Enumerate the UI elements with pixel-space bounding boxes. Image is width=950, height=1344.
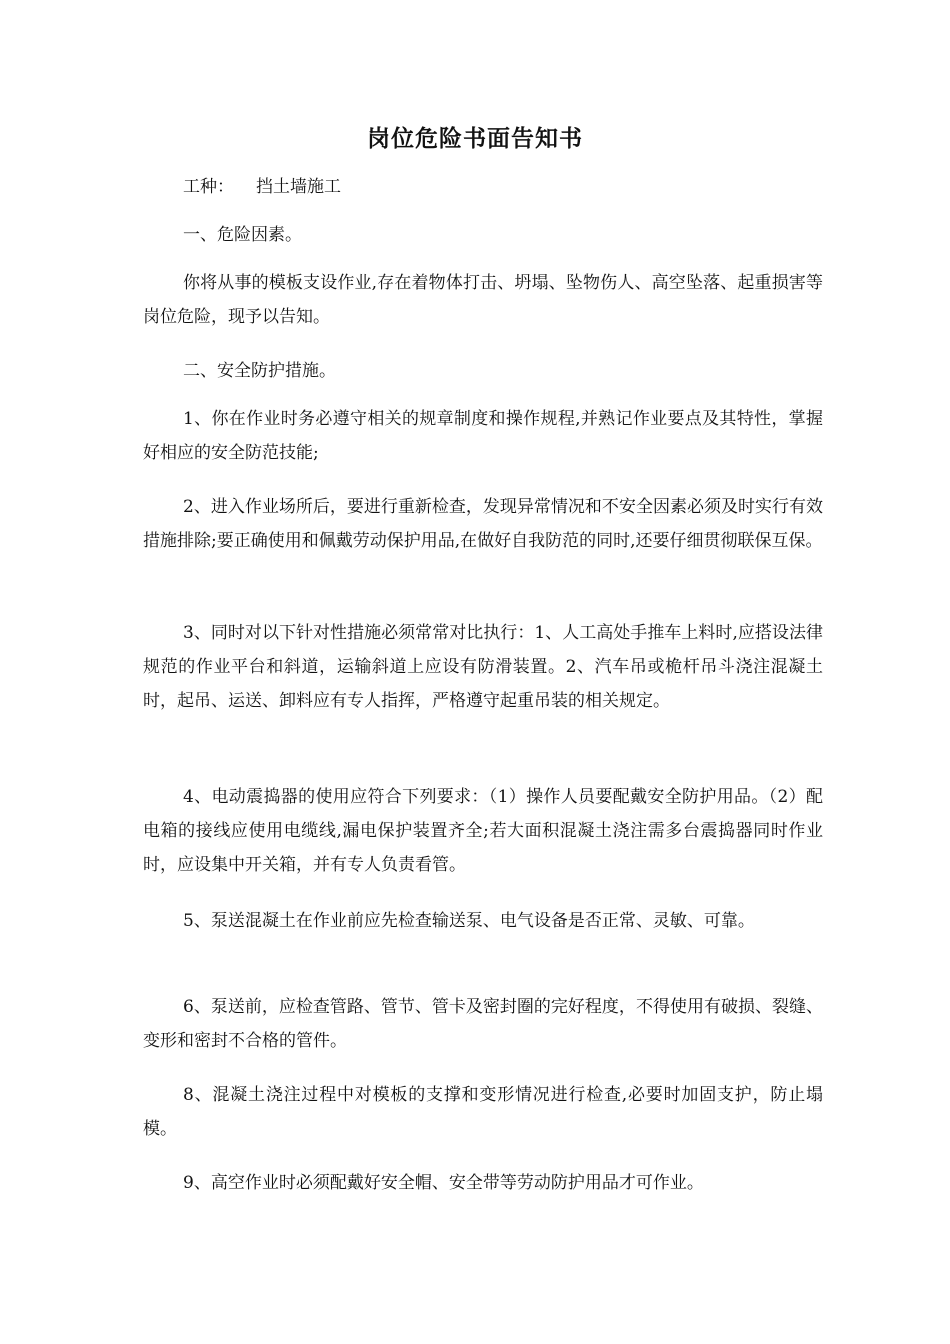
measure-item-2: 2、进入作业场所后，要进行重新检查，发现异常情况和不安全因素必须及时实行有效措施排除;要正确使用和佩戴劳动保护用品,在做好自我防范的同时,还要仔细贯彻联保互保。 bbox=[143, 497, 823, 551]
document-title: 岗位危险书面告知书 bbox=[367, 126, 583, 152]
section-measures-heading: 二、安全防护措施。 bbox=[183, 361, 336, 381]
measure-item-8: 8、混凝土浇注过程中对模板的支撑和变形情况进行检查,必要时加固支护，防止塌模。 bbox=[143, 1085, 823, 1139]
hazards-paragraph: 你将从事的模板支设作业,存在着物体打击、坍塌、坠物伤人、高空坠落、起重损害等岗位危险，现予以告知。 bbox=[143, 273, 823, 327]
work-type-value: 挡土墙施工 bbox=[256, 177, 341, 197]
measure-item-1: 1、你在作业时务必遵守相关的规章制度和操作规程,并熟记作业要点及其特性，掌握好相应的安全防范技能; bbox=[143, 409, 823, 463]
section-hazards-heading: 一、危险因素。 bbox=[183, 225, 302, 245]
work-type-line bbox=[143, 170, 823, 204]
measure-item-6: 6、泵送前，应检查管路、管节、管卡及密封圈的完好程度，不得使用有破损、裂缝、变形和密封不合格的管件。 bbox=[143, 997, 823, 1051]
measure-item-4: 4、电动震捣器的使用应符合下列要求：（1）操作人员要配戴安全防护用品。（2）配电箱的接线应使用电缆线,漏电保护装置齐全;若大面积混凝土浇注需多台震捣器同时作业时，应设集中开关箱，并有专人负责看管。 bbox=[143, 787, 823, 875]
measure-item-3: 3、同时对以下针对性措施必须常常对比执行：1、人工高处手推车上料时,应搭设法律规范的作业平台和斜道，运输斜道上应设有防滑装置。2、汽车吊或桅杆吊斗浇注混凝土时，起吊、运送、卸料应有专人指挥，严格遵守起重吊装的相关规定。 bbox=[143, 623, 823, 711]
work-type-label: 工种： bbox=[183, 177, 234, 197]
measure-item-9: 9、高空作业时必须配戴好安全帽、安全带等劳动防护用品才可作业。 bbox=[183, 1173, 704, 1193]
measure-item-5: 5、泵送混凝土在作业前应先检查输送泵、电气设备是否正常、灵敏、可靠。 bbox=[183, 911, 755, 931]
